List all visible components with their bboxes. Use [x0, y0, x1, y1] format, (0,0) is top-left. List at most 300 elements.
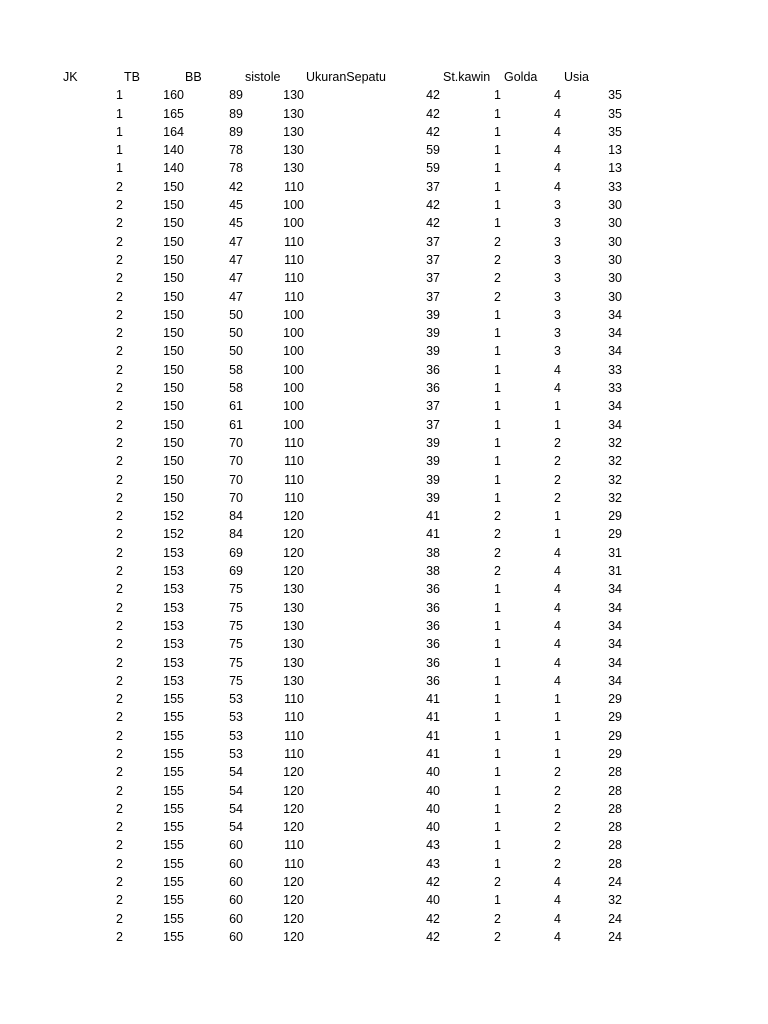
cell-tb: 155 [163, 801, 184, 816]
cell-bb: 47 [229, 271, 243, 286]
cell-tb: 150 [163, 344, 184, 359]
cell-usia: 34 [608, 582, 622, 597]
cell-jk: 1 [116, 143, 123, 158]
cell-bb: 50 [229, 344, 243, 359]
cell-st-kawin: 1 [494, 216, 501, 231]
cell-usia: 34 [608, 344, 622, 359]
cell-jk: 2 [116, 728, 123, 743]
cell-usia: 34 [608, 307, 622, 322]
cell-st-kawin: 1 [494, 106, 501, 121]
cell-sistole: 110 [284, 838, 304, 853]
cell-st-kawin: 2 [494, 527, 501, 542]
cell-golda: 1 [554, 527, 561, 542]
cell-jk: 2 [116, 326, 123, 341]
cell-ukuran-sepatu: 37 [426, 271, 440, 286]
cell-usia: 32 [608, 893, 622, 908]
table-row [0, 836, 768, 854]
cell-st-kawin: 1 [494, 381, 501, 396]
cell-usia: 13 [608, 161, 622, 176]
table-body [0, 86, 768, 946]
cell-sistole: 120 [283, 929, 304, 944]
cell-sistole: 120 [283, 801, 304, 816]
cell-tb: 152 [163, 509, 184, 524]
cell-usia: 24 [608, 875, 622, 890]
table-row [0, 233, 768, 251]
cell-usia: 33 [608, 381, 622, 396]
cell-ukuran-sepatu: 36 [426, 673, 440, 688]
cell-bb: 75 [229, 582, 243, 597]
cell-sistole: 130 [283, 161, 304, 176]
cell-tb: 150 [163, 252, 184, 267]
cell-bb: 70 [229, 490, 243, 505]
cell-st-kawin: 1 [494, 143, 501, 158]
cell-bb: 84 [229, 509, 243, 524]
cell-golda: 3 [554, 234, 561, 249]
cell-tb: 153 [163, 545, 184, 560]
cell-st-kawin: 1 [494, 417, 501, 432]
cell-st-kawin: 1 [494, 746, 501, 761]
cell-sistole: 110 [284, 710, 304, 725]
cell-tb: 155 [163, 783, 184, 798]
table-row [0, 690, 768, 708]
cell-bb: 54 [229, 783, 243, 798]
cell-st-kawin: 1 [494, 637, 501, 652]
cell-golda: 4 [554, 124, 561, 139]
cell-golda: 4 [554, 911, 561, 926]
cell-tb: 155 [163, 929, 184, 944]
cell-st-kawin: 1 [494, 728, 501, 743]
header-tb: TB [124, 70, 140, 84]
cell-tb: 153 [163, 655, 184, 670]
cell-bb: 53 [229, 710, 243, 725]
table-row [0, 617, 768, 635]
cell-usia: 28 [608, 765, 622, 780]
cell-jk: 2 [116, 929, 123, 944]
table-row [0, 178, 768, 196]
header-bb: BB [185, 70, 202, 84]
cell-usia: 30 [608, 289, 622, 304]
cell-usia: 35 [608, 88, 622, 103]
cell-bb: 53 [229, 728, 243, 743]
cell-usia: 29 [608, 509, 622, 524]
cell-tb: 140 [163, 143, 184, 158]
table-row [0, 910, 768, 928]
cell-ukuran-sepatu: 36 [426, 618, 440, 633]
cell-jk: 2 [116, 673, 123, 688]
cell-ukuran-sepatu: 41 [426, 692, 440, 707]
cell-golda: 4 [554, 637, 561, 652]
cell-jk: 1 [116, 124, 123, 139]
cell-golda: 4 [554, 179, 561, 194]
cell-bb: 42 [229, 179, 243, 194]
cell-st-kawin: 1 [494, 765, 501, 780]
cell-golda: 2 [554, 490, 561, 505]
cell-sistole: 110 [284, 490, 304, 505]
cell-bb: 54 [229, 765, 243, 780]
cell-bb: 47 [229, 234, 243, 249]
cell-jk: 2 [116, 618, 123, 633]
header-jk: JK [63, 70, 78, 84]
cell-golda: 3 [554, 216, 561, 231]
cell-usia: 13 [608, 143, 622, 158]
table-row [0, 123, 768, 141]
cell-bb: 69 [229, 564, 243, 579]
cell-sistole: 100 [283, 344, 304, 359]
table-row [0, 269, 768, 287]
cell-bb: 75 [229, 618, 243, 633]
cell-st-kawin: 1 [494, 399, 501, 414]
cell-usia: 32 [608, 435, 622, 450]
cell-st-kawin: 1 [494, 783, 501, 798]
cell-ukuran-sepatu: 41 [426, 710, 440, 725]
cell-bb: 75 [229, 673, 243, 688]
cell-usia: 28 [608, 783, 622, 798]
cell-golda: 2 [554, 765, 561, 780]
cell-golda: 1 [554, 746, 561, 761]
cell-bb: 75 [229, 655, 243, 670]
cell-ukuran-sepatu: 41 [426, 509, 440, 524]
table-row [0, 525, 768, 543]
cell-tb: 150 [163, 417, 184, 432]
cell-usia: 29 [608, 746, 622, 761]
cell-bb: 53 [229, 746, 243, 761]
table-row [0, 708, 768, 726]
cell-bb: 70 [229, 435, 243, 450]
cell-bb: 45 [229, 216, 243, 231]
cell-sistole: 120 [283, 564, 304, 579]
cell-bb: 60 [229, 875, 243, 890]
cell-ukuran-sepatu: 42 [426, 88, 440, 103]
cell-st-kawin: 1 [494, 88, 501, 103]
cell-bb: 60 [229, 929, 243, 944]
cell-tb: 150 [163, 472, 184, 487]
cell-ukuran-sepatu: 42 [426, 106, 440, 121]
cell-bb: 69 [229, 545, 243, 560]
table-row [0, 105, 768, 123]
cell-sistole: 110 [284, 692, 304, 707]
spreadsheet-table [0, 68, 768, 946]
cell-jk: 2 [116, 911, 123, 926]
cell-bb: 50 [229, 326, 243, 341]
cell-ukuran-sepatu: 39 [426, 454, 440, 469]
cell-golda: 3 [554, 307, 561, 322]
cell-usia: 30 [608, 216, 622, 231]
cell-usia: 28 [608, 838, 622, 853]
cell-bb: 89 [229, 88, 243, 103]
cell-golda: 4 [554, 893, 561, 908]
cell-sistole: 110 [284, 856, 304, 871]
cell-tb: 140 [163, 161, 184, 176]
cell-usia: 34 [608, 417, 622, 432]
cell-golda: 4 [554, 673, 561, 688]
cell-usia: 34 [608, 637, 622, 652]
cell-usia: 35 [608, 106, 622, 121]
cell-st-kawin: 1 [494, 124, 501, 139]
cell-usia: 24 [608, 929, 622, 944]
cell-jk: 2 [116, 527, 123, 542]
cell-st-kawin: 1 [494, 472, 501, 487]
cell-st-kawin: 1 [494, 454, 501, 469]
cell-ukuran-sepatu: 36 [426, 655, 440, 670]
cell-ukuran-sepatu: 42 [426, 198, 440, 213]
cell-usia: 32 [608, 454, 622, 469]
cell-sistole: 120 [283, 783, 304, 798]
cell-sistole: 110 [284, 728, 304, 743]
cell-bb: 70 [229, 454, 243, 469]
cell-sistole: 100 [283, 216, 304, 231]
cell-jk: 2 [116, 381, 123, 396]
cell-sistole: 110 [284, 179, 304, 194]
cell-usia: 34 [608, 600, 622, 615]
cell-sistole: 110 [284, 252, 304, 267]
cell-usia: 30 [608, 198, 622, 213]
table-row [0, 727, 768, 745]
cell-bb: 58 [229, 362, 243, 377]
cell-jk: 2 [116, 417, 123, 432]
cell-golda: 1 [554, 399, 561, 414]
cell-bb: 47 [229, 252, 243, 267]
cell-jk: 2 [116, 893, 123, 908]
cell-sistole: 120 [283, 893, 304, 908]
cell-st-kawin: 1 [494, 673, 501, 688]
cell-usia: 30 [608, 234, 622, 249]
table-row [0, 361, 768, 379]
cell-ukuran-sepatu: 36 [426, 600, 440, 615]
cell-jk: 2 [116, 509, 123, 524]
cell-st-kawin: 1 [494, 618, 501, 633]
cell-jk: 2 [116, 637, 123, 652]
table-row [0, 654, 768, 672]
cell-sistole: 100 [283, 198, 304, 213]
cell-tb: 153 [163, 600, 184, 615]
cell-sistole: 130 [283, 582, 304, 597]
cell-jk: 2 [116, 746, 123, 761]
header-row [0, 68, 768, 86]
cell-golda: 4 [554, 143, 561, 158]
header-golda: Golda [504, 70, 538, 84]
cell-sistole: 120 [283, 527, 304, 542]
cell-st-kawin: 2 [494, 509, 501, 524]
cell-ukuran-sepatu: 41 [426, 527, 440, 542]
cell-jk: 2 [116, 289, 123, 304]
cell-ukuran-sepatu: 40 [426, 783, 440, 798]
table-row [0, 855, 768, 873]
cell-golda: 4 [554, 161, 561, 176]
cell-bb: 78 [229, 143, 243, 158]
cell-usia: 30 [608, 271, 622, 286]
cell-jk: 2 [116, 875, 123, 890]
cell-usia: 29 [608, 710, 622, 725]
cell-golda: 4 [554, 655, 561, 670]
cell-usia: 34 [608, 326, 622, 341]
cell-sistole: 130 [283, 673, 304, 688]
cell-sistole: 110 [284, 746, 304, 761]
cell-golda: 1 [554, 509, 561, 524]
table-row [0, 434, 768, 452]
cell-jk: 2 [116, 710, 123, 725]
table-row [0, 214, 768, 232]
table-row [0, 379, 768, 397]
cell-sistole: 110 [284, 435, 304, 450]
cell-golda: 3 [554, 344, 561, 359]
cell-jk: 2 [116, 856, 123, 871]
cell-tb: 150 [163, 289, 184, 304]
table-row [0, 599, 768, 617]
table-row [0, 324, 768, 342]
cell-tb: 155 [163, 875, 184, 890]
cell-bb: 54 [229, 801, 243, 816]
cell-jk: 2 [116, 801, 123, 816]
cell-jk: 2 [116, 545, 123, 560]
cell-sistole: 130 [283, 637, 304, 652]
header-ukuran-sepatu: UkuranSepatu [306, 70, 386, 84]
cell-usia: 32 [608, 490, 622, 505]
cell-jk: 2 [116, 472, 123, 487]
cell-tb: 155 [163, 838, 184, 853]
cell-tb: 153 [163, 673, 184, 688]
cell-golda: 3 [554, 326, 561, 341]
cell-tb: 152 [163, 527, 184, 542]
cell-ukuran-sepatu: 59 [426, 161, 440, 176]
cell-sistole: 130 [283, 655, 304, 670]
cell-sistole: 120 [283, 875, 304, 890]
cell-ukuran-sepatu: 41 [426, 746, 440, 761]
cell-ukuran-sepatu: 42 [426, 124, 440, 139]
cell-st-kawin: 2 [494, 545, 501, 560]
cell-tb: 150 [163, 198, 184, 213]
cell-tb: 155 [163, 893, 184, 908]
cell-ukuran-sepatu: 38 [426, 545, 440, 560]
cell-tb: 153 [163, 637, 184, 652]
table-row [0, 745, 768, 763]
cell-ukuran-sepatu: 36 [426, 582, 440, 597]
cell-jk: 2 [116, 600, 123, 615]
cell-sistole: 130 [283, 600, 304, 615]
cell-ukuran-sepatu: 40 [426, 893, 440, 908]
cell-usia: 34 [608, 618, 622, 633]
cell-golda: 2 [554, 801, 561, 816]
table-row [0, 580, 768, 598]
cell-bb: 60 [229, 856, 243, 871]
cell-st-kawin: 2 [494, 564, 501, 579]
cell-bb: 75 [229, 600, 243, 615]
cell-golda: 4 [554, 564, 561, 579]
cell-golda: 2 [554, 783, 561, 798]
cell-bb: 89 [229, 124, 243, 139]
cell-jk: 2 [116, 344, 123, 359]
cell-sistole: 110 [284, 271, 304, 286]
cell-sistole: 120 [283, 545, 304, 560]
cell-golda: 1 [554, 710, 561, 725]
cell-ukuran-sepatu: 40 [426, 820, 440, 835]
cell-st-kawin: 1 [494, 344, 501, 359]
table-row [0, 818, 768, 836]
table-row [0, 397, 768, 415]
table-row [0, 306, 768, 324]
cell-golda: 2 [554, 838, 561, 853]
table-row [0, 86, 768, 104]
table-row [0, 562, 768, 580]
cell-st-kawin: 1 [494, 820, 501, 835]
cell-ukuran-sepatu: 36 [426, 362, 440, 377]
cell-sistole: 120 [283, 765, 304, 780]
cell-usia: 31 [608, 564, 622, 579]
cell-ukuran-sepatu: 59 [426, 143, 440, 158]
table-row [0, 159, 768, 177]
cell-tb: 153 [163, 582, 184, 597]
cell-bb: 61 [229, 399, 243, 414]
cell-st-kawin: 1 [494, 161, 501, 176]
cell-sistole: 110 [284, 289, 304, 304]
cell-ukuran-sepatu: 39 [426, 490, 440, 505]
cell-sistole: 110 [284, 454, 304, 469]
cell-st-kawin: 1 [494, 655, 501, 670]
cell-bb: 58 [229, 381, 243, 396]
table-row [0, 800, 768, 818]
cell-usia: 33 [608, 179, 622, 194]
cell-bb: 89 [229, 106, 243, 121]
cell-bb: 45 [229, 198, 243, 213]
cell-st-kawin: 1 [494, 856, 501, 871]
cell-jk: 2 [116, 435, 123, 450]
cell-st-kawin: 2 [494, 289, 501, 304]
cell-golda: 4 [554, 362, 561, 377]
table-row [0, 928, 768, 946]
cell-st-kawin: 1 [494, 893, 501, 908]
cell-usia: 34 [608, 673, 622, 688]
cell-ukuran-sepatu: 37 [426, 234, 440, 249]
cell-bb: 54 [229, 820, 243, 835]
cell-jk: 2 [116, 198, 123, 213]
cell-sistole: 120 [283, 820, 304, 835]
cell-ukuran-sepatu: 37 [426, 289, 440, 304]
cell-golda: 2 [554, 454, 561, 469]
cell-tb: 150 [163, 234, 184, 249]
cell-tb: 155 [163, 820, 184, 835]
cell-tb: 164 [163, 124, 184, 139]
cell-golda: 1 [554, 728, 561, 743]
cell-sistole: 120 [283, 911, 304, 926]
cell-sistole: 130 [283, 106, 304, 121]
cell-sistole: 130 [283, 143, 304, 158]
cell-tb: 150 [163, 381, 184, 396]
cell-golda: 2 [554, 435, 561, 450]
cell-golda: 4 [554, 381, 561, 396]
cell-golda: 4 [554, 929, 561, 944]
cell-tb: 155 [163, 692, 184, 707]
table-row [0, 452, 768, 470]
cell-st-kawin: 1 [494, 582, 501, 597]
cell-jk: 2 [116, 490, 123, 505]
cell-st-kawin: 2 [494, 252, 501, 267]
header-sistole: sistole [245, 70, 281, 84]
cell-ukuran-sepatu: 42 [426, 911, 440, 926]
cell-tb: 150 [163, 271, 184, 286]
cell-tb: 155 [163, 746, 184, 761]
table-row [0, 507, 768, 525]
cell-usia: 35 [608, 124, 622, 139]
cell-ukuran-sepatu: 43 [426, 856, 440, 871]
cell-usia: 32 [608, 472, 622, 487]
cell-golda: 4 [554, 875, 561, 890]
cell-tb: 160 [163, 88, 184, 103]
cell-golda: 4 [554, 545, 561, 560]
cell-sistole: 100 [283, 381, 304, 396]
cell-golda: 4 [554, 582, 561, 597]
table-row [0, 635, 768, 653]
cell-tb: 155 [163, 728, 184, 743]
table-row [0, 672, 768, 690]
